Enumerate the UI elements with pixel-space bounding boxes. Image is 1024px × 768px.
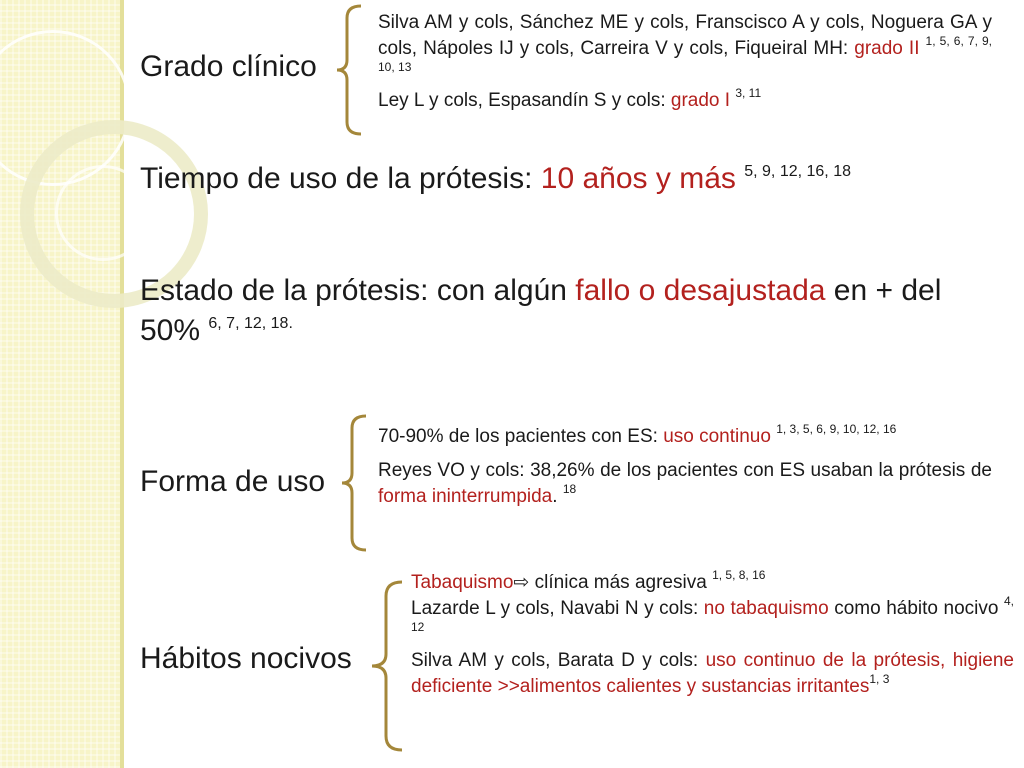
forma-de-uso-label: Forma de uso — [140, 465, 326, 498]
habitos-nocivos-label: Hábitos nocivos — [140, 642, 352, 675]
forma-line2-citation: 18 — [562, 482, 577, 496]
habitos-line1-citation: 1, 5, 8, 16 — [712, 568, 766, 582]
forma-line2-text: Reyes VO y cols: 38,26% de los pacientes con ES usaban la prótesis de — [378, 460, 992, 481]
tiempo-highlight: 10 años y más — [540, 162, 736, 195]
grado-line-1 — [378, 10, 992, 88]
forma-line2-end: . — [552, 486, 558, 507]
habitos-line1-text: clínica más agresiva — [529, 572, 707, 593]
forma-references — [378, 424, 992, 510]
decorative-ring — [55, 165, 151, 261]
tiempo-de-uso — [140, 160, 1000, 198]
habitos-line-3 — [411, 648, 1014, 700]
tiempo-citation: 5, 9, 12, 16, 18 — [744, 163, 851, 180]
habitos-line2-text: Lazarde L y cols, Navabi N y cols: — [411, 598, 704, 619]
habitos-line2-citation: 4, 12 — [411, 594, 1014, 634]
grado-line1-highlight: grado II — [854, 38, 920, 59]
forma-line-2 — [378, 458, 992, 510]
habitos-brace — [370, 580, 406, 752]
habitos-line-1 — [411, 570, 1014, 596]
grado-line2-highlight: grado I — [670, 90, 731, 111]
forma-line1-text: 70-90% de los pacientes con ES: — [378, 426, 664, 447]
forma-line1-highlight: uso continuo — [663, 426, 771, 447]
estado-highlight: fallo o desajustada — [575, 274, 826, 307]
forma-line1-citation: 1, 3, 5, 6, 9, 10, 12, 16 — [776, 422, 897, 436]
grado-line2-text: Ley L y cols, Espasandín S y cols: — [378, 90, 671, 111]
forma-line-1 — [378, 424, 992, 450]
habitos-line1-highlight: Tabaquismo — [411, 572, 514, 593]
habitos-references — [411, 570, 1014, 700]
habitos-line-2 — [411, 596, 1014, 648]
grado-references — [378, 10, 992, 114]
forma-line2-highlight: forma ininterrumpida — [378, 486, 553, 507]
grado-line2-citation: 3, 11 — [735, 86, 762, 100]
estado-citation: 6, 7, 12, 18. — [208, 315, 293, 332]
tiempo-text: Tiempo de uso de la prótesis: — [140, 162, 541, 195]
estado-text-2: en + del 50% — [140, 274, 942, 347]
forma-brace — [340, 414, 370, 552]
habitos-line2-text-2: como hábito nocivo — [828, 598, 999, 619]
habitos-line3-highlight: uso continuo de la prótesis, higiene deficiente >>alimentos calientes y sustancias irritantes — [411, 650, 1014, 697]
grado-clinico-label: Grado clínico — [140, 50, 317, 83]
habitos-line3-text: Silva AM y cols, Barata D y cols: — [411, 650, 706, 671]
arrow-right-icon: ⇨ — [513, 572, 530, 593]
grado-line-2 — [378, 88, 992, 114]
estado-text: Estado de la prótesis: con algún — [140, 274, 576, 307]
estado-protesis — [140, 271, 970, 351]
grado-line1-text: Silva AM y cols, Sánchez ME y cols, Franscisco A y cols, Noguera GA y cols, Nápoles IJ y cols, Carreira V y cols, Fiqueiral MH: — [378, 12, 992, 59]
grado-line1-citation: 1, 5, 6, 7, 9, 10, 13 — [378, 34, 993, 74]
habitos-line3-citation: 1, 3 — [869, 672, 890, 686]
grado-brace — [335, 4, 365, 136]
habitos-line2-highlight: no tabaquismo — [703, 598, 829, 619]
